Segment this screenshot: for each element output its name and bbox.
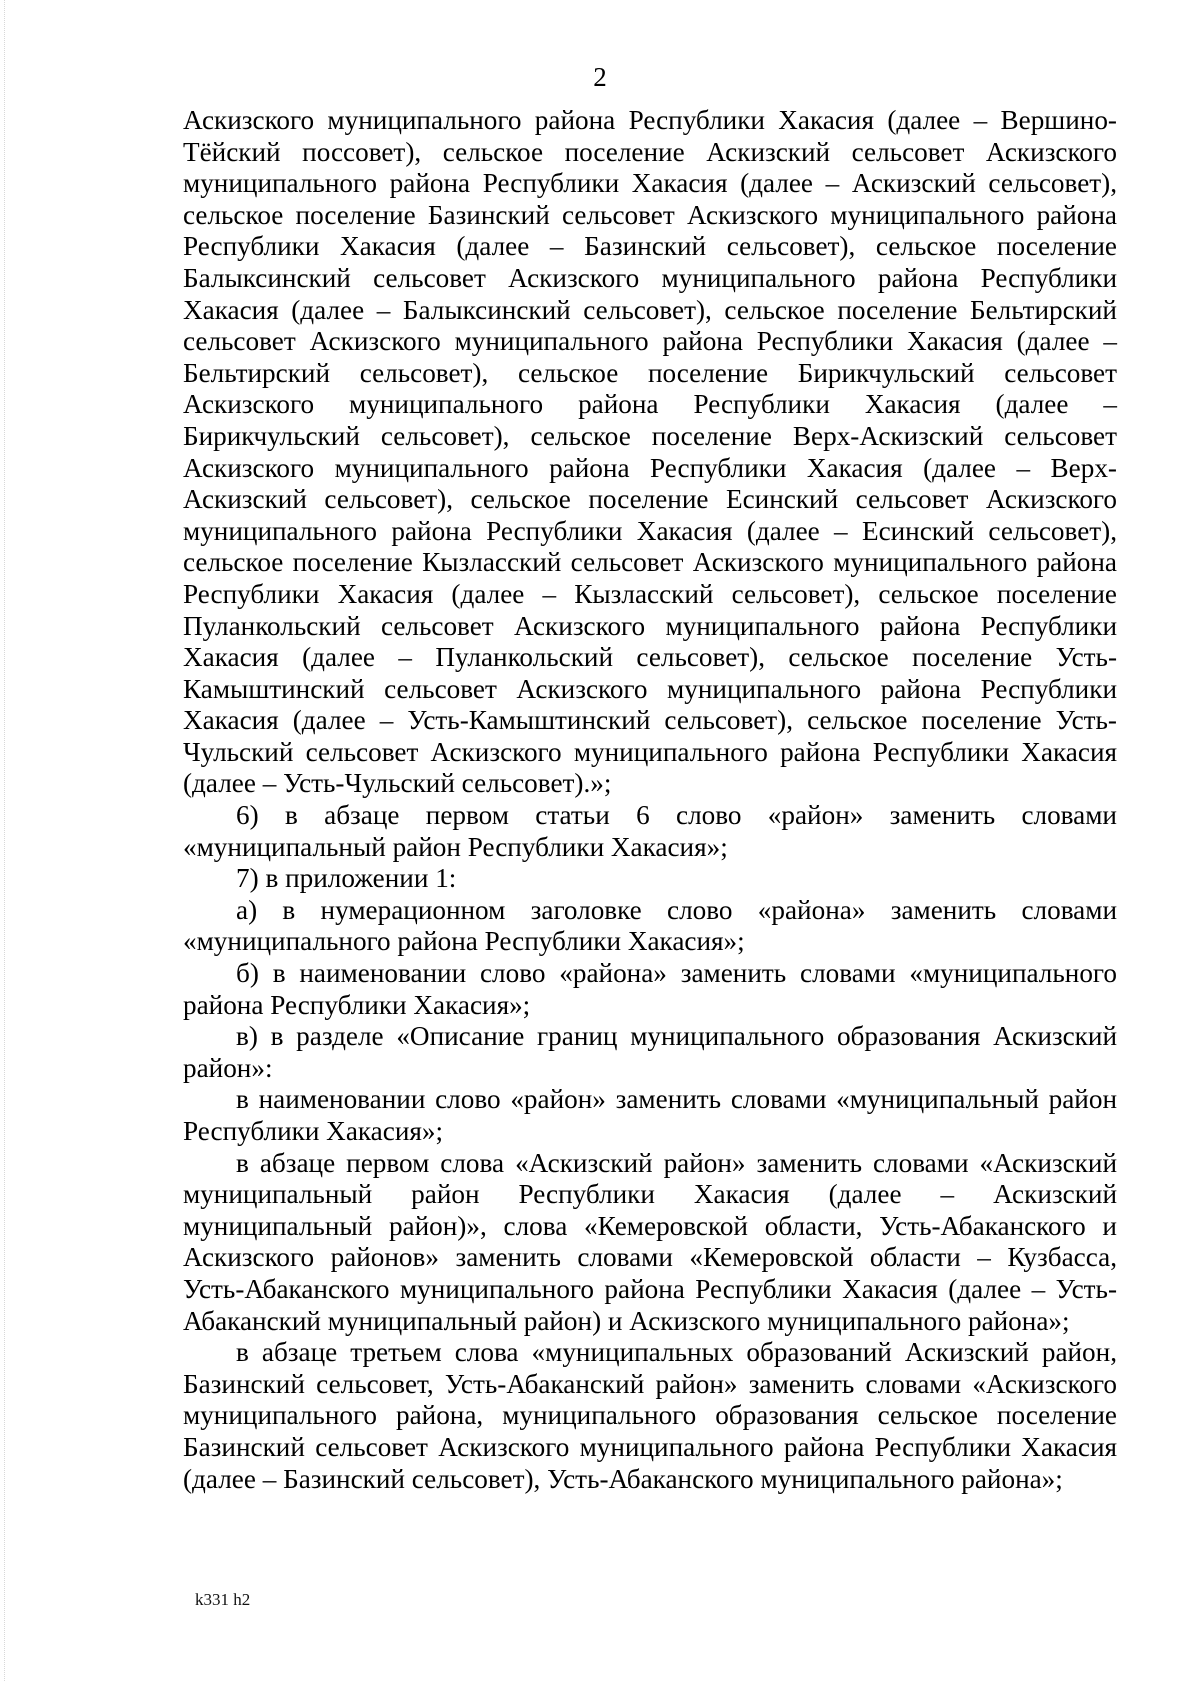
- paragraph-subitem-v: в) в разделе «Описание границ муниципального образования Аскизский район»:: [183, 1021, 1117, 1083]
- paragraph-subitem-b: б) в наименовании слово «района» заменить словами «муниципального района Республики Хакасия»;: [183, 958, 1117, 1020]
- document-body: [183, 105, 1117, 1495]
- paragraph-naming-change: в наименовании слово «район» заменить словами «муниципальный район Республики Хакасия»;: [183, 1084, 1117, 1146]
- paragraph-third-abzac: в абзаце третьем слова «муниципальных образований Аскизский район, Базинский сельсовет, Усть-Абаканский район» заменить словами «Аскизского муниципального района, муниципального образования сельское поселение Базинский сельсовет Аскизского муниципального района Республики Хакасия (далее – Базинский сельсовет), Усть-Абаканского муниципального района»;: [183, 1337, 1117, 1494]
- paragraph-continuation: Аскизского муниципального района Республики Хакасия (далее – Вершино-Тёйский поссовет), сельское поселение Аскизский сельсовет Аскизского муниципального района Республики Хакасия (далее – Аскизский сельсовет), сельское поселение Базинский сельсовет Аскизского муниципального района Республики Хакасия (далее – Базинский сельсовет), сельское поселение Балыксинский сельсовет Аскизского муниципального района Республики Хакасия (далее – Балыксинский сельсовет), сельское поселение Бельтирский сельсовет Аскизского муниципального района Республики Хакасия (далее – Бельтирский сельсовет), сельское поселение Бирикчульский сельсовет Аскизского муниципального района Республики Хакасия (далее – Бирикчульский сельсовет), сельское поселение Верх-Аскизский сельсовет Аскизского муниципального района Республики Хакасия (далее – Верх-Аскизский сельсовет), сельское поселение Есинский сельсовет Аскизского муниципального района Республики Хакасия (далее – Есинский сельсовет), сельское поселение Кызласский сельсовет Аскизского муниципального района Республики Хакасия (далее – Кызласский сельсовет), сельское поселение Пуланкольский сельсовет Аскизского муниципального района Республики Хакасия (далее – Пуланкольский сельсовет), сельское поселение Усть-Камыштинский сельсовет Аскизского муниципального района Республики Хакасия (далее – Усть-Камыштинский сельсовет), сельское поселение Усть-Чульский сельсовет Аскизского муниципального района Республики Хакасия (далее – Усть-Чульский сельсовет).»;: [183, 105, 1117, 799]
- footer-code: k331 h2: [195, 1590, 251, 1609]
- page-number: 2: [593, 62, 607, 92]
- paragraph-subitem-a: а) в нумерационном заголовке слово «района» заменить словами «муниципального района Республики Хакасия»;: [183, 894, 1117, 957]
- scan-edge-line: [4, 0, 5, 1681]
- paragraph-item-7: 7) в приложении 1:: [236, 863, 457, 894]
- paragraph-first-abzac: в абзаце первом слова «Аскизский район» заменить словами «Аскизский муниципальный район Республики Хакасия (далее – Аскизский муниципальный район)», слова «Кемеровской области, Усть-Абаканского и Аскизского районов» заменить словами «Кемеровской области – Кузбасса, Усть-Абаканского муниципального района Республики Хакасия (далее – Усть-Абаканский муниципальный район) и Аскизского муниципального района»;: [183, 1147, 1117, 1336]
- paragraph-item-6: 6) в абзаце первом статьи 6 слово «район» заменить словами «муниципальный район Республики Хакасия»;: [183, 800, 1117, 862]
